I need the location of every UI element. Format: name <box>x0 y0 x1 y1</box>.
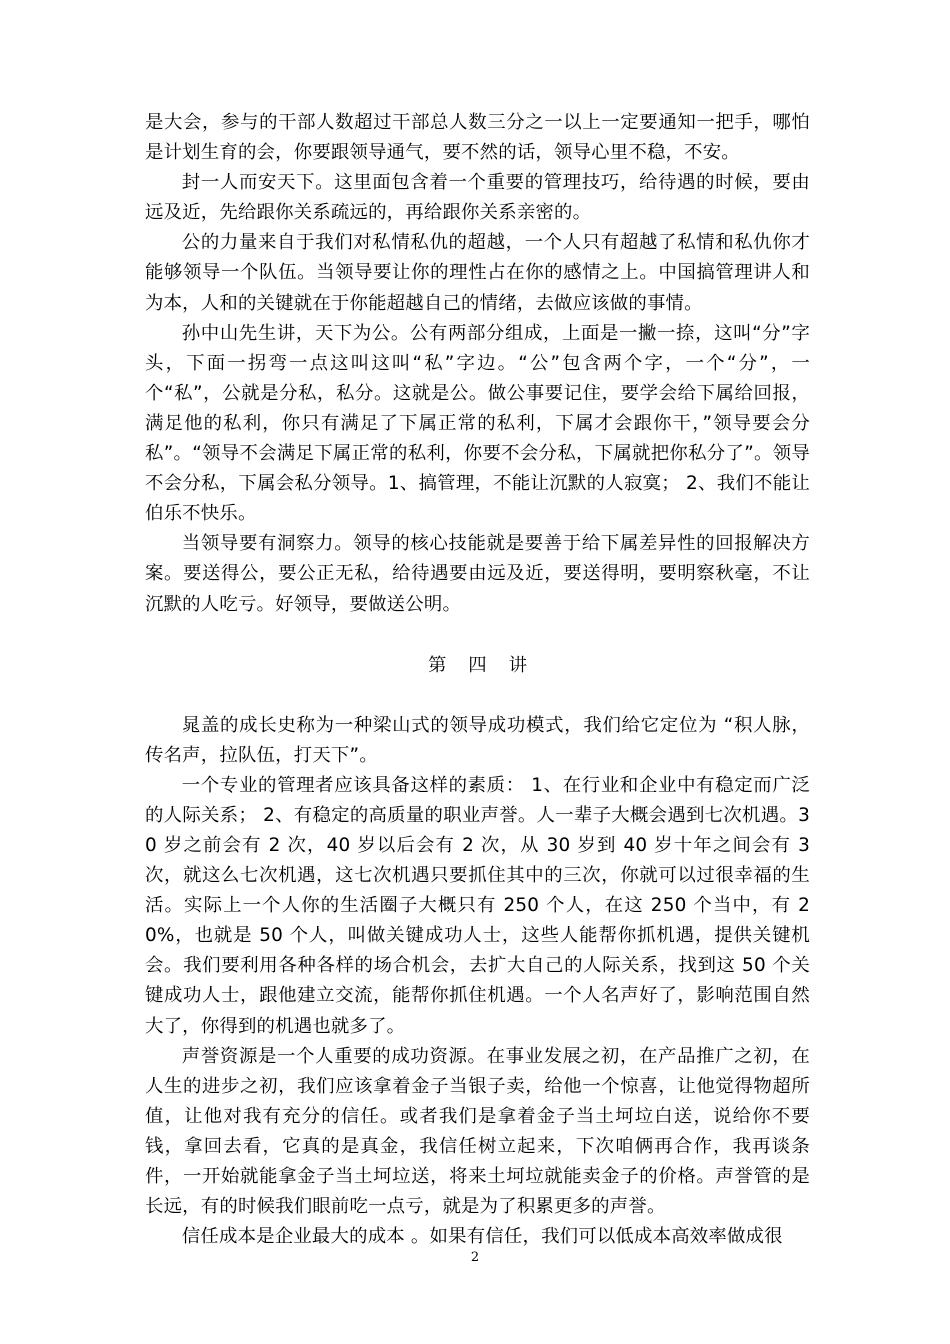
document-body <box>145 108 810 1252</box>
heading-char: 四 <box>468 654 487 676</box>
paragraph: 声誉资源是一个人重要的成功资源。在事业发展之初，在产品推广之初，在人生的进步之初，我们应该拿着金子当银子卖，给他一个惊喜，让他觉得物超所值，让他对我有充分的信任。或者我们是拿着金子当土坷垃白送，说给你不要钱，拿回去看，它真的是真金，我信任树立起来，下次咱俩再合作，我再谈条件，一开始就能拿金子当土坷垃送，将来土坷垃就能卖金子的价格。声誉管的是长远，有的时候我们眼前吃一点亏，就是为了积累更多的声誉。 <box>145 1045 810 1218</box>
heading-char: 讲 <box>508 654 527 676</box>
section-heading <box>145 620 810 711</box>
paragraph: 一个专业的管理者应该具备这样的素质： 1、在行业和企业中有稳定而广泛的人际关系； 2、有稳定的高质量的职业声誉。人一辈子大概会遇到七次机遇。30 岁之前会有 2 次，40 岁以后会有 2 次，从 30 岁到 40 岁十年之间会有 3 次，就这么七次机遇，这七次机遇只要抓住其中的三次，你就可以过很幸福的生活。实际上一个人你的生活圈子大概只有 250 个人，在这 250 个当中，有 20%，也就是 50 个人，叫做关键成功人士，这些人能帮你抓机遇，提供关键机会。我们要利用各种各样的场合机会，去扩大自己的人际关系，找到这 50 个关键成功人士，跟他建立交流，能帮你抓住机遇。一个人名声好了，影响范围自然大了，你得到的机遇也就多了。 <box>145 774 810 1037</box>
page-number: 2 <box>470 1250 480 1265</box>
heading-char: 第 <box>428 654 447 676</box>
paragraph: 公的力量来自于我们对私情私仇的超越，一个人只有超越了私情和私仇你才能够领导一个队伍。当领导要让你的理性占在你的感情之上。中国搞管理讲人和为本，人和的关键就在于你能超越自己的情绪，去做应该做的事情。 <box>145 232 810 314</box>
paragraph: 信任成本是企业最大的成本 。如果有信任，我们可以低成本高效率做成很 <box>181 1226 783 1248</box>
paragraph: 封一人而安天下。这里面包含着一个重要的管理技巧，给待遇的时候，要由远及近，先给跟你关系疏远的，再给跟你关系亲密的。 <box>145 172 810 224</box>
paragraph: 当领导要有洞察力。领导的核心技能就是要善于给下属差异性的回报解决方案。要送得公，要公正无私，给待遇要由远及近，要送得明，要明察秋毫，不让沉默的人吃亏。好领导，要做送公明。 <box>145 533 810 615</box>
paragraph: 孙中山先生讲，天下为公。公有两部分组成，上面是一撇一捺，这叫“分”字头，下面一拐弯一点这叫这叫“私”字边。“公”包含两个字，一个“分”，一个“私”，公就是分私，私分。这就是公。做公事要记住，要学会给下属给回报，满足他的私利，你只有满足了下属正常的私利，下属才会跟你干，”领导要会分私”。“领导不会满足下属正常的私利，你要不会分私，下属就把你私分了”。领导不会分私，下属会私分领导。1、搞管理，不能让沉默的人寂寞； 2、我们不能让伯乐不快乐。 <box>145 322 810 525</box>
paragraph: 晁盖的成长史称为一种梁山式的领导成功模式，我们给它定位为 “积人脉，传名声，拉队伍，打天下”。 <box>145 714 810 766</box>
paragraph-continued: 是大会，参与的干部人数超过干部总人数三分之一以上一定要通知一把手，哪怕是计划生育的会，你要跟领导通气，要不然的话，领导心里不稳，不安。 <box>145 112 810 164</box>
